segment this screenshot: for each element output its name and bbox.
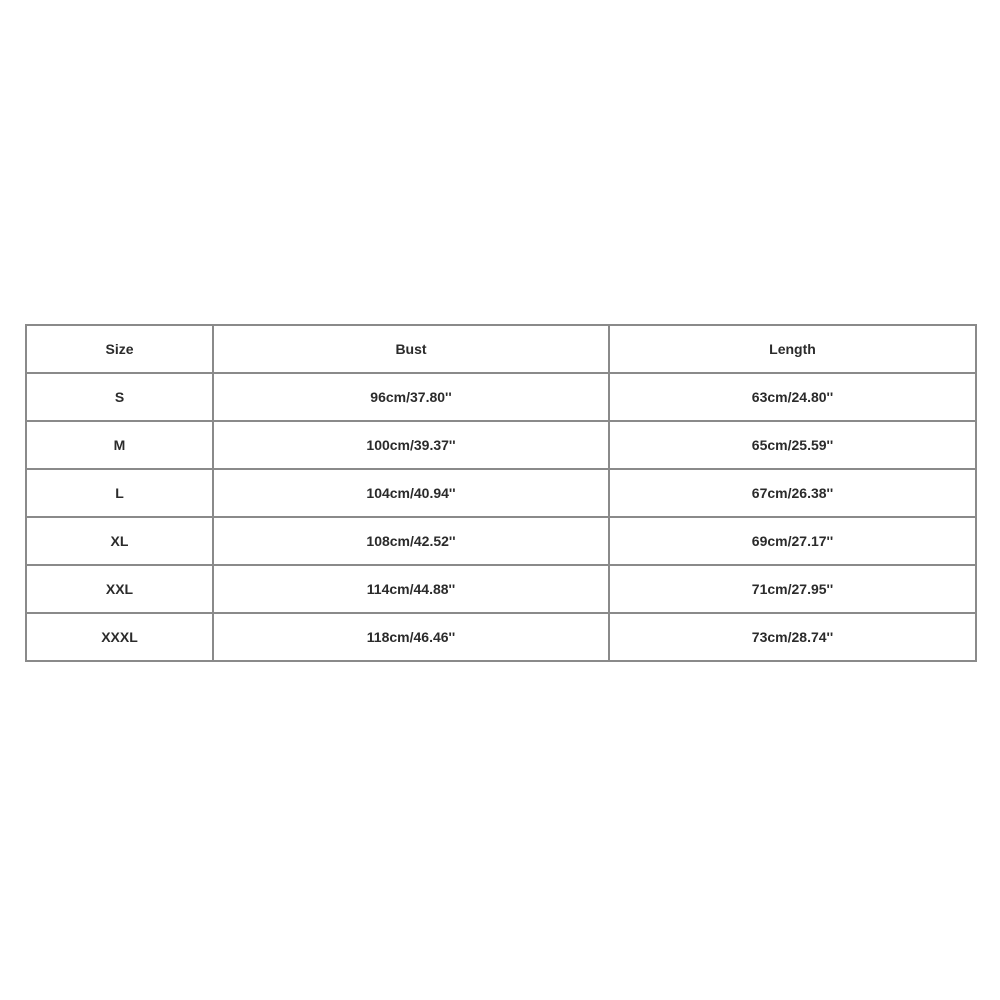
header-size: Size	[26, 325, 213, 373]
bust-cell: 96cm/37.80''	[213, 373, 609, 421]
header-row	[26, 325, 976, 373]
length-cell: 63cm/24.80''	[609, 373, 976, 421]
length-cell: 65cm/25.59''	[609, 421, 976, 469]
size-cell: S	[26, 373, 213, 421]
table-row	[26, 373, 976, 421]
length-cell: 71cm/27.95''	[609, 565, 976, 613]
header-length: Length	[609, 325, 976, 373]
table-row	[26, 517, 976, 565]
size-cell: XXXL	[26, 613, 213, 661]
table-row	[26, 613, 976, 661]
length-cell: 69cm/27.17''	[609, 517, 976, 565]
table-header	[26, 325, 976, 373]
header-bust: Bust	[213, 325, 609, 373]
bust-cell: 108cm/42.52''	[213, 517, 609, 565]
length-cell: 73cm/28.74''	[609, 613, 976, 661]
length-cell: 67cm/26.38''	[609, 469, 976, 517]
size-cell: M	[26, 421, 213, 469]
bust-cell: 100cm/39.37''	[213, 421, 609, 469]
table-body	[26, 373, 976, 661]
table-row	[26, 565, 976, 613]
table-row	[26, 469, 976, 517]
bust-cell: 104cm/40.94''	[213, 469, 609, 517]
bust-cell: 114cm/44.88''	[213, 565, 609, 613]
size-cell: XL	[26, 517, 213, 565]
size-cell: L	[26, 469, 213, 517]
size-cell: XXL	[26, 565, 213, 613]
size-chart-table	[25, 324, 977, 662]
bust-cell: 118cm/46.46''	[213, 613, 609, 661]
table-row	[26, 421, 976, 469]
